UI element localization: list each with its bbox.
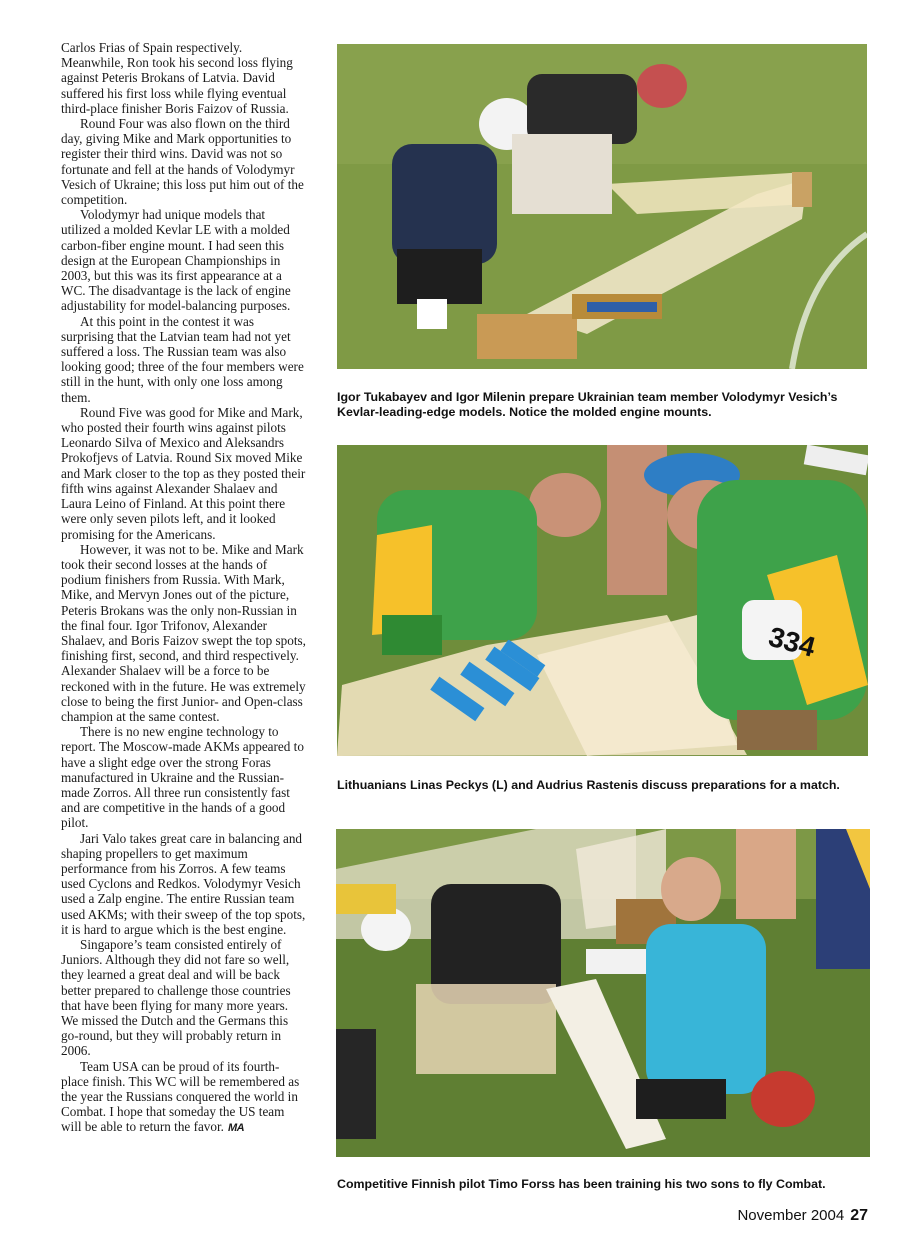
photo-caption: Lithuanians Linas Peckys (L) and Audrius Rastenis discuss preparations for a match. [337,778,840,792]
page-footer [737,1207,868,1225]
photo-lithuanian-team [337,445,868,756]
end-mark: MA [227,1122,245,1135]
article-paragraph: Jari Valo takes great care in balancing and shaping propellers to get maximum performance from his Zorros. A few teams used Cyclons and Redkos. Volodymyr Vesich used a Zalp engine. The entire Russian team used AKMs; with their sweep of the top spots, it is hard to argue which is the best engine. [61,830,306,937]
photo-ukrainian-team [337,44,867,369]
article-paragraph: Round Four was also flown on the third day, giving Mike and Mark opportunities to register their third wins. David was not so fortunate and fell at the hands of Volodymyr Vesich of Ukraine; this loss put him out of the competition. [61,116,304,208]
article-paragraph: Volodymyr had unique models that utilized a molded Kevlar LE with a molded carbon-fiber engine mount. I had seen this design at the European Championships in 2003, but this was its first appearance at a WC. The disadvantage is the lack of engine adjustability for model-balancing purposes. [61,207,291,314]
photo-caption: Competitive Finnish pilot Timo Forss has been training his two sons to fly Combat. [337,1177,826,1191]
page-number: 27 [850,1207,868,1224]
article-paragraph: Round Five was good for Mike and Mark, who posted their fourth wins against pilots Leonardo Silva of Mexico and Aleksandrs Prokofjevs of Latvia. Round Six moved Mike and Mark closer to the top as they posted their fifth wins against Alexander Shalaev and Laura Leino of Finland. At this point there were only seven pilots left, and it looked promising for the Americans. [61,404,306,542]
photo-illustration [337,44,867,369]
article-paragraph: There is no new engine technology to report. The Moscow-made AKMs appeared to have a slight edge over the strong Foras manufactured in Ukraine and the Russian-made Zorros. All three run consistently fast and are competitive in the hands of a good pilot. [61,724,304,831]
photo-finnish-pilot [336,829,870,1157]
article-paragraph: Carlos Frias of Spain respectively. Meanwhile, Ron took his second loss flying against Peteris Brokans of Latvia. David suffered his first loss while flying eventual third-place finisher Boris Faizov of Russia. [61,40,293,116]
photo-illustration [336,829,870,1157]
article-body [61,40,307,1137]
article-paragraph: However, it was not to be. Mike and Mark took their second losses at the hands of podium finishers from Russia. With Mark, Mike, and Mervyn Jones out of the picture, Peteris Brokans was the only non-Russian in the final four. Igor Trifonov, Alexander Shalaev, and Boris Faizov swept the top spots, finishing first, second, and third respectively. Alexander Shalaev will be a force to be reckoned with in the future. He was extremely close to being the first Junior- and Open-class champion at the same contest. [61,541,306,724]
photo-illustration [337,445,868,756]
photo-caption: Igor Tukabayev and Igor Milenin prepare Ukrainian team member Volodymyr Vesich’s Kevlar-leading-edge models. Notice the molded engine mounts. [337,390,838,419]
article-paragraph-text: Team USA can be proud of its fourth-place finish. This WC will be remembered as the year the Russians conquered the world in Combat. I hope that someday the US team will be able to return the favor. [61,1058,300,1135]
issue-date: November 2004 [737,1207,845,1224]
article-paragraph: At this point in the contest it was surprising that the Latvian team had not yet suffered a loss. The Russian team was also looking good; three of the four members were still in the hunt, with only one loss among them. [61,313,304,405]
bib-number: 334 [765,620,819,663]
article-paragraph: Singapore’s team consisted entirely of Juniors. Although they did not fare so well, they learned a great deal and will be back better prepared to challenge those countries that have been flying for many more years. We missed the Dutch and the Germans this go-round, but they will probably return in 2006. [61,936,291,1059]
article-paragraph [61,1059,307,1137]
